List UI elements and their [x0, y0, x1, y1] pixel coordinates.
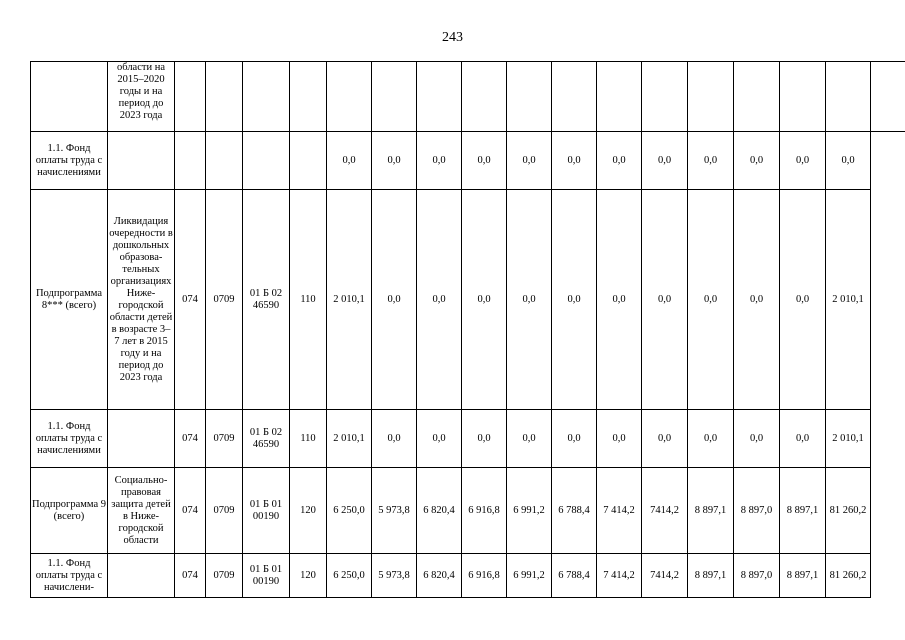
- amount-cell: 8 897,1: [688, 468, 734, 554]
- amount-cell: 0,0: [688, 190, 734, 410]
- amount-cell: [597, 62, 642, 132]
- amount-cell: 0,0: [372, 410, 417, 468]
- admin-code-cell: 074: [175, 468, 206, 554]
- amount-cell: 0,0: [642, 132, 688, 190]
- section-code-cell: 0709: [206, 190, 243, 410]
- amount-cell: [552, 62, 597, 132]
- amount-cell: [826, 62, 871, 132]
- amount-cell: 2 010,1: [327, 190, 372, 410]
- amount-cell: 8 897,0: [734, 468, 780, 554]
- amount-cell: 8 897,1: [688, 554, 734, 598]
- amount-cell: 0,0: [507, 132, 552, 190]
- amount-cell: 6 820,4: [417, 468, 462, 554]
- page-number: 243: [442, 30, 463, 45]
- budget-table: [30, 61, 905, 598]
- amount-cell: 0,0: [780, 132, 826, 190]
- amount-cell: [734, 62, 780, 132]
- amount-cell: 7414,2: [642, 468, 688, 554]
- amount-cell: 5 973,8: [372, 468, 417, 554]
- amount-cell: 0,0: [417, 190, 462, 410]
- amount-cell: 81 260,2: [826, 468, 871, 554]
- program-name-cell: 1.1. Фонд оплаты труда с начислениями: [31, 410, 108, 468]
- admin-code-cell: [175, 132, 206, 190]
- expense-type-cell: [290, 62, 327, 132]
- program-name-cell: Подпрограмма 9 (всего): [31, 468, 108, 554]
- table-row: [31, 132, 905, 190]
- amount-cell: 0,0: [826, 132, 871, 190]
- amount-cell: [507, 62, 552, 132]
- amount-cell: 0,0: [552, 190, 597, 410]
- amount-cell: [780, 62, 826, 132]
- amount-cell: [327, 62, 372, 132]
- admin-code-cell: 074: [175, 554, 206, 598]
- amount-cell: 0,0: [642, 410, 688, 468]
- amount-cell: 6 788,4: [552, 554, 597, 598]
- admin-code-cell: 074: [175, 410, 206, 468]
- admin-code-cell: [175, 62, 206, 132]
- program-name-cell: [31, 62, 108, 132]
- amount-cell: 81 260,2: [826, 554, 871, 598]
- table-row: [31, 190, 905, 410]
- amount-cell: [871, 62, 905, 132]
- amount-cell: 6 991,2: [507, 554, 552, 598]
- program-description-cell: [108, 410, 175, 468]
- amount-cell: 7 414,2: [597, 468, 642, 554]
- target-item-cell: [243, 132, 290, 190]
- table-row: [31, 468, 905, 554]
- amount-cell: [688, 62, 734, 132]
- amount-cell: 0,0: [462, 132, 507, 190]
- amount-cell: 0,0: [688, 132, 734, 190]
- amount-cell: 6 788,4: [552, 468, 597, 554]
- amount-cell: 0,0: [372, 190, 417, 410]
- amount-cell: 7 414,2: [597, 554, 642, 598]
- amount-cell: 0,0: [642, 190, 688, 410]
- amount-cell: 8 897,0: [734, 554, 780, 598]
- amount-cell: 6 916,8: [462, 468, 507, 554]
- program-description-cell: [108, 554, 175, 598]
- amount-cell: 0,0: [734, 132, 780, 190]
- expense-type-cell: 110: [290, 190, 327, 410]
- amount-cell: 6 991,2: [507, 468, 552, 554]
- amount-cell: 7414,2: [642, 554, 688, 598]
- amount-cell: 6 916,8: [462, 554, 507, 598]
- amount-cell: 2 010,1: [826, 410, 871, 468]
- amount-cell: 0,0: [597, 132, 642, 190]
- amount-cell: 0,0: [417, 410, 462, 468]
- amount-cell: 0,0: [552, 410, 597, 468]
- amount-cell: 0,0: [734, 410, 780, 468]
- amount-cell: 0,0: [597, 410, 642, 468]
- expense-type-cell: 110: [290, 410, 327, 468]
- amount-cell: 2 010,1: [826, 190, 871, 410]
- section-code-cell: [206, 132, 243, 190]
- amount-cell: 0,0: [327, 132, 372, 190]
- section-code-cell: 0709: [206, 410, 243, 468]
- amount-cell: 8 897,1: [780, 468, 826, 554]
- section-code-cell: [206, 62, 243, 132]
- amount-cell: 2 010,1: [327, 410, 372, 468]
- amount-cell: 0,0: [372, 132, 417, 190]
- table-row: [31, 554, 905, 598]
- section-code-cell: 0709: [206, 554, 243, 598]
- amount-cell: 0,0: [597, 190, 642, 410]
- expense-type-cell: 120: [290, 554, 327, 598]
- amount-cell: 0,0: [552, 132, 597, 190]
- program-name-cell: 1.1. Фонд оплаты труда с начислениями: [31, 132, 108, 190]
- table-row: [31, 62, 905, 132]
- amount-cell: [417, 62, 462, 132]
- target-item-cell: [243, 62, 290, 132]
- amount-cell: 0,0: [417, 132, 462, 190]
- expense-type-cell: 120: [290, 468, 327, 554]
- amount-cell: 0,0: [780, 190, 826, 410]
- program-description-cell: области на 2015–2020 годы и на период до 2023 года: [108, 62, 175, 132]
- amount-cell: 0,0: [688, 410, 734, 468]
- program-description-cell: Социально-правовая защита детей в Нижегородской области: [108, 468, 175, 554]
- target-item-cell: 01 Б 02 46590: [243, 190, 290, 410]
- target-item-cell: 01 Б 01 00190: [243, 468, 290, 554]
- amount-cell: 0,0: [507, 190, 552, 410]
- program-description-cell: Ликвидация очередности в дошкольных образовательных организациях Нижегородской области детей в возрасте 3–7 лет в 2015 году и на период до 2023 года: [108, 190, 175, 410]
- section-code-cell: 0709: [206, 468, 243, 554]
- amount-cell: 0,0: [462, 410, 507, 468]
- program-name-cell: Подпрограмма 8*** (всего): [31, 190, 108, 410]
- amount-cell: [462, 62, 507, 132]
- table-row: [31, 410, 905, 468]
- amount-cell: 0,0: [462, 190, 507, 410]
- program-description-cell: [108, 132, 175, 190]
- amount-cell: [372, 62, 417, 132]
- amount-cell: 5 973,8: [372, 554, 417, 598]
- amount-cell: 6 820,4: [417, 554, 462, 598]
- amount-cell: 0,0: [507, 410, 552, 468]
- admin-code-cell: 074: [175, 190, 206, 410]
- amount-cell: 0,0: [734, 190, 780, 410]
- amount-cell: 8 897,1: [780, 554, 826, 598]
- amount-cell: 6 250,0: [327, 468, 372, 554]
- amount-cell: 0,0: [780, 410, 826, 468]
- program-name-cell: 1.1. Фонд оплаты труда с начислени-: [31, 554, 108, 598]
- amount-cell: 6 250,0: [327, 554, 372, 598]
- target-item-cell: 01 Б 01 00190: [243, 554, 290, 598]
- expense-type-cell: [290, 132, 327, 190]
- target-item-cell: 01 Б 02 46590: [243, 410, 290, 468]
- amount-cell: [642, 62, 688, 132]
